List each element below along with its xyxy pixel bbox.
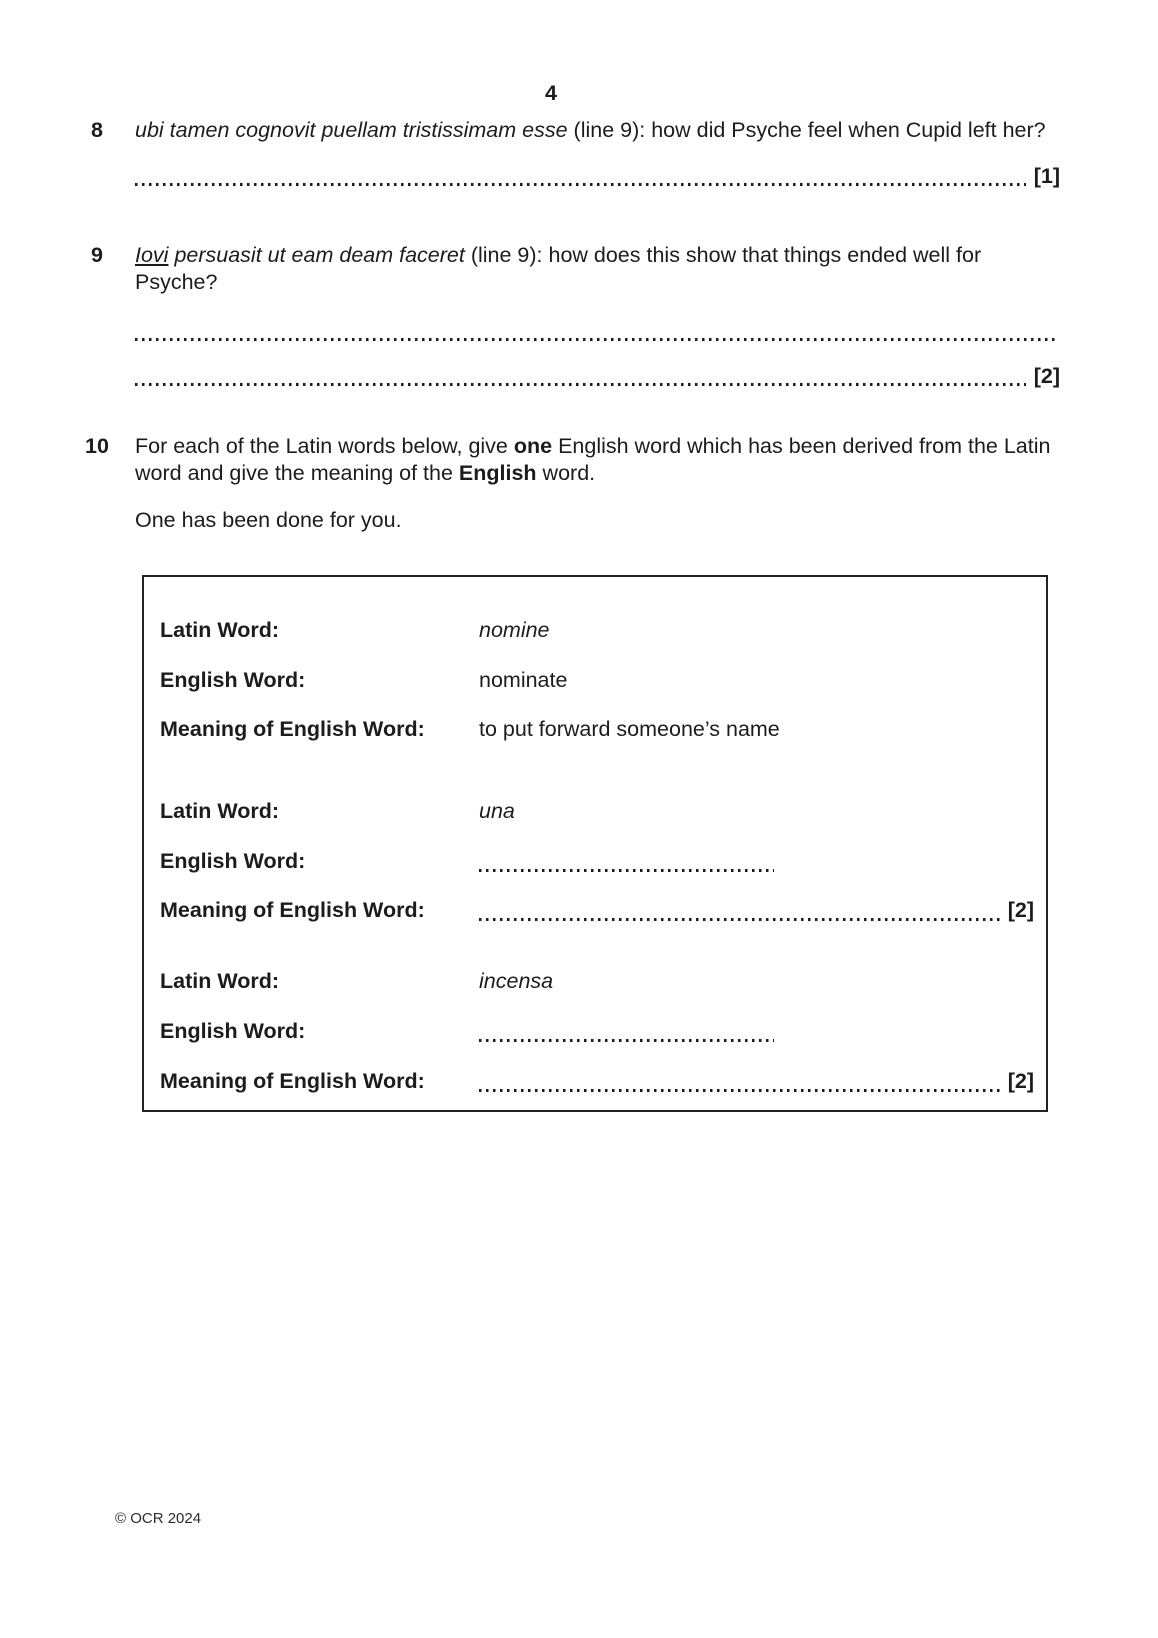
english-word-row [160, 1018, 1034, 1046]
english-word-label: English Word: [160, 668, 306, 692]
english-word-row [160, 667, 1034, 695]
english-word-label: English Word: [160, 849, 306, 873]
question-10-line1 [135, 433, 1070, 460]
question-8-answer-line [135, 162, 1060, 190]
english-word-row [160, 848, 1034, 876]
meaning-row [160, 1068, 1034, 1096]
answer-dots [135, 383, 1026, 386]
entry-2-marks: [2] [1007, 898, 1034, 922]
question-10-bold-one: one [513, 434, 553, 458]
footer-copyright: © OCR 2024 [115, 1510, 202, 1527]
answer-dots [479, 1039, 774, 1042]
latin-word-row [160, 617, 1034, 645]
question-10-line1-pre: For each of the Latin words below, give [135, 434, 514, 458]
question-10-line2 [135, 460, 1070, 487]
answer-dots [135, 183, 1026, 186]
english-word-label: English Word: [160, 1019, 306, 1043]
question-8-text [135, 117, 1070, 144]
latin-word-value: nomine [479, 618, 550, 642]
question-9-latin-underlined: Iovi [135, 243, 169, 267]
meaning-value: to put forward someone’s name [479, 717, 780, 741]
latin-word-value: una [479, 799, 515, 823]
word-derivation-box [142, 575, 1048, 1112]
question-10-bold-english: English [458, 461, 537, 485]
latin-word-label: Latin Word: [160, 969, 280, 993]
question-8-rest: (line 9): how did Psyche feel when Cupid left her? [567, 118, 1046, 142]
question-9-marks: [2] [1033, 364, 1060, 388]
question-9-rest: (line 9): how does this show that things ended well for [464, 243, 982, 267]
latin-word-row [160, 798, 1034, 826]
question-9-line1 [135, 242, 1070, 269]
question-10-line1-post: English word which has been derived from the Latin [552, 434, 1051, 458]
question-10-line2-pre: word and give the meaning of the [135, 461, 459, 485]
latin-word-value: incensa [479, 969, 554, 993]
meaning-label: Meaning of English Word: [160, 717, 425, 741]
question-10-line2-post: word. [536, 461, 596, 485]
question-10-number: 10 [85, 434, 109, 458]
latin-word-label: Latin Word: [160, 799, 280, 823]
question-9-latin-phrase: persuasit ut eam deam faceret [168, 243, 465, 267]
meaning-row [160, 897, 1034, 925]
answer-dots [479, 1089, 1000, 1092]
latin-word-row [160, 968, 1034, 996]
answer-dots [479, 869, 774, 872]
question-9-number: 9 [91, 243, 103, 267]
answer-dots [479, 918, 1000, 921]
question-8-number: 8 [91, 118, 103, 142]
question-10-note: One has been done for you. [135, 508, 402, 532]
question-9-text [135, 242, 1070, 296]
answer-dots [135, 338, 1058, 341]
question-10-text [135, 433, 1070, 487]
latin-word-label: Latin Word: [160, 618, 280, 642]
meaning-label: Meaning of English Word: [160, 1069, 425, 1093]
question-9-line2: Psyche? [135, 270, 218, 294]
english-word-value: nominate [479, 668, 568, 692]
question-9-answer-line-2 [135, 362, 1060, 390]
meaning-label: Meaning of English Word: [160, 898, 425, 922]
meaning-row [160, 716, 1034, 744]
question-8-marks: [1] [1033, 164, 1060, 188]
question-8-latin-phrase: ubi tamen cognovit puellam tristissimam esse [135, 118, 568, 142]
question-9-answer-line-1 [135, 317, 1058, 345]
page-number: 4 [545, 81, 557, 105]
entry-3-marks: [2] [1007, 1069, 1034, 1093]
